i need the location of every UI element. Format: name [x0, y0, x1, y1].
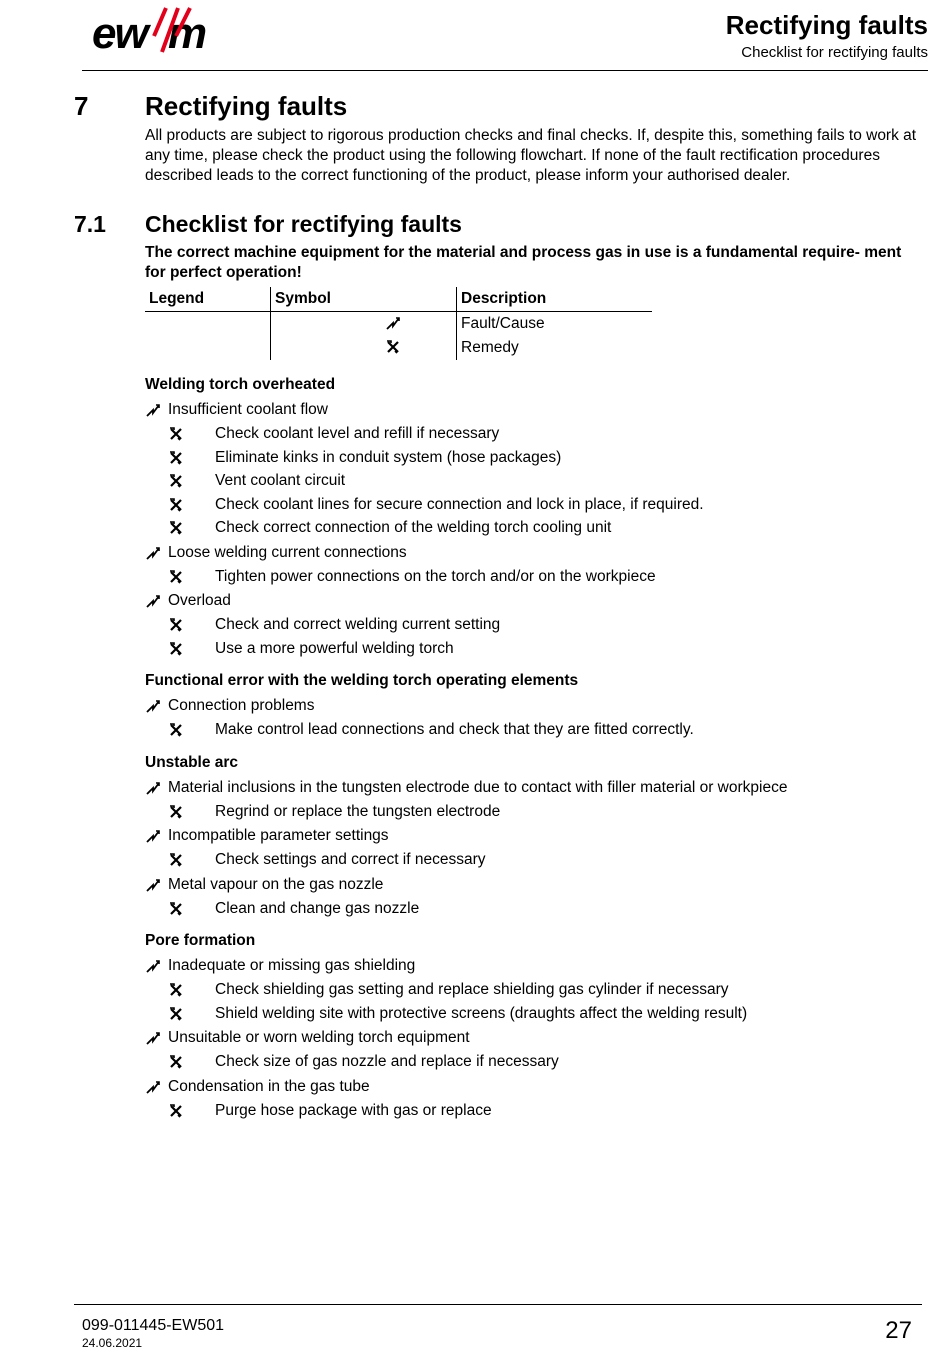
- remedy-item: [145, 848, 945, 872]
- remedy-text: Make control lead connections and check that they are fitted correctly.: [215, 721, 694, 738]
- footer-divider: [74, 1304, 922, 1305]
- remedy-text: Shield welding site with protective screens (draughts affect the welding result): [215, 1004, 748, 1022]
- checklist-section-title: Unstable arc: [145, 753, 239, 771]
- fault-cause-text: Metal vapour on the gas nozzle: [168, 875, 384, 893]
- ewm-logo-graphic: [92, 6, 222, 62]
- fault-icon: [146, 594, 160, 608]
- remedy-icon: [169, 618, 183, 632]
- page-number: 27: [885, 1317, 912, 1344]
- remedy-icon: [169, 521, 183, 535]
- fault-cause-item: [145, 397, 945, 422]
- remedy-item: [145, 613, 945, 637]
- remedy-icon: [169, 642, 183, 656]
- svg-text:ew: ew: [92, 9, 147, 58]
- remedy-item: [145, 565, 945, 589]
- remedy-text: Check coolant lines for secure connection and lock in place, if required.: [215, 495, 704, 513]
- remedy-item: [145, 446, 945, 470]
- remedy-icon: [169, 1007, 183, 1021]
- fault-icon: [146, 878, 160, 892]
- legend-cell-empty: [145, 312, 271, 337]
- fault-cause-item: [145, 540, 945, 565]
- fault-cause-text: Overload: [168, 592, 231, 609]
- remedy-icon: [386, 340, 400, 354]
- requirement-note: The correct machine equipment for the material and process gas in use is a fundamental require- ment for perfect operation!: [145, 244, 902, 281]
- ewm-logo: [92, 6, 222, 62]
- header-divider: [82, 70, 928, 71]
- fault-cause-text: Loose welding current connections: [168, 543, 407, 561]
- fault-icon: [146, 403, 160, 417]
- remedy-icon: [169, 427, 183, 441]
- fault-cause-text: Material inclusions in the tungsten electrode due to contact with filler material or workpiece: [168, 778, 788, 796]
- fault-cause-text: Connection problems: [168, 697, 315, 714]
- legend-row-remedy: [145, 336, 652, 360]
- remedy-text: Clean and change gas nozzle: [215, 899, 420, 917]
- header-subtitle: Checklist for rectifying faults: [741, 44, 928, 61]
- remedy-icon: [169, 498, 183, 512]
- fault-icon: [146, 1080, 160, 1094]
- document-date: 24.06.2021: [82, 1336, 143, 1350]
- legend-cell-description: Remedy: [457, 336, 653, 360]
- fault-cause-text: Unsuitable or worn welding torch equipment: [168, 1029, 470, 1046]
- fault-checklist: [145, 373, 945, 1122]
- fault-cause-item: [145, 588, 945, 613]
- fault-cause-item: [145, 775, 945, 800]
- fault-icon: [146, 699, 160, 713]
- remedy-item: [145, 516, 945, 540]
- legend-header-description: Description: [457, 287, 653, 312]
- fault-cause-text: Inadequate or missing gas shielding: [168, 957, 416, 974]
- checklist-section-title: Welding torch overheated: [145, 376, 336, 393]
- section-intro: All products are subject to rigorous production checks and final checks. If, despite this, something fails to work at any time, please check the product using the following flowchart. If none of the fault rectification procedures described leads to the correct functioning of the product, please inform your authorised dealer.: [145, 127, 917, 184]
- remedy-text: Vent coolant circuit: [215, 472, 346, 489]
- remedy-item: [145, 637, 945, 661]
- legend-cell-symbol: [271, 312, 457, 337]
- subsection-number: 7.1: [74, 211, 106, 237]
- fault-icon: [146, 1031, 160, 1045]
- remedy-item: [145, 1099, 945, 1123]
- checklist-section-title: Functional error with the welding torch operating elements: [145, 672, 579, 689]
- svg-text:m: m: [168, 9, 206, 58]
- fault-cause-item: [145, 823, 945, 848]
- remedy-icon: [169, 1104, 183, 1118]
- remedy-icon: [169, 1055, 183, 1069]
- remedy-text: Use a more powerful welding torch: [215, 639, 454, 657]
- remedy-item: [145, 469, 945, 493]
- remedy-text: Check shielding gas setting and replace shielding gas cylinder if necessary: [215, 981, 729, 998]
- legend-table: [145, 287, 652, 360]
- remedy-text: Check size of gas nozzle and replace if necessary: [215, 1053, 559, 1070]
- fault-cause-item: [145, 693, 945, 718]
- remedy-text: Regrind or replace the tungsten electrode: [215, 802, 501, 820]
- remedy-item: [145, 978, 945, 1002]
- remedy-text: Check correct connection of the welding torch cooling unit: [215, 519, 612, 536]
- remedy-item: [145, 493, 945, 517]
- remedy-text: Purge hose package with gas or replace: [215, 1101, 492, 1119]
- legend-cell-symbol: [271, 336, 457, 360]
- remedy-icon: [169, 570, 183, 584]
- fault-icon: [146, 781, 160, 795]
- section-number: 7: [74, 91, 89, 121]
- remedy-icon: [169, 983, 183, 997]
- fault-cause-item: [145, 872, 945, 897]
- fault-cause-item: [145, 953, 945, 978]
- fault-icon: [146, 829, 160, 843]
- legend-header-row: [145, 287, 652, 312]
- legend-row-fault: [145, 312, 652, 337]
- header-title: Rectifying faults: [725, 10, 928, 40]
- checklist-section-title: Pore formation: [145, 932, 256, 949]
- remedy-text: Check settings and correct if necessary: [215, 851, 486, 868]
- remedy-icon: [169, 723, 183, 737]
- remedy-item: [145, 897, 945, 921]
- remedy-item: [145, 718, 945, 742]
- remedy-item: [145, 1002, 945, 1026]
- fault-icon: [386, 316, 400, 330]
- fault-cause-item: [145, 1074, 945, 1099]
- fault-cause-text: Incompatible parameter settings: [168, 827, 389, 844]
- remedy-text: Check coolant level and refill if necessary: [215, 425, 500, 442]
- remedy-icon: [169, 805, 183, 819]
- remedy-item: [145, 1050, 945, 1074]
- document-number: 099-011445-EW501: [82, 1317, 225, 1334]
- fault-cause-item: [145, 1025, 945, 1050]
- legend-cell-empty: [145, 336, 271, 360]
- remedy-item: [145, 800, 945, 824]
- fault-icon: [146, 546, 160, 560]
- remedy-icon: [169, 451, 183, 465]
- remedy-icon: [169, 853, 183, 867]
- remedy-icon: [169, 902, 183, 916]
- subsection-title: Checklist for rectifying faults: [145, 211, 462, 237]
- remedy-icon: [169, 474, 183, 488]
- remedy-text: Eliminate kinks in conduit system (hose packages): [215, 448, 562, 466]
- remedy-text: Check and correct welding current setting: [215, 616, 501, 633]
- fault-cause-text: Condensation in the gas tube: [168, 1077, 370, 1095]
- legend-header-legend: Legend: [145, 287, 271, 312]
- legend-cell-description: Fault/Cause: [457, 312, 653, 337]
- legend-header-symbol: Symbol: [271, 287, 457, 312]
- remedy-text: Tighten power connections on the torch and/or on the workpiece: [215, 567, 656, 585]
- fault-cause-text: Insufficient coolant flow: [168, 401, 328, 418]
- section-title: Rectifying faults: [145, 91, 348, 121]
- fault-icon: [146, 959, 160, 973]
- remedy-item: [145, 422, 945, 446]
